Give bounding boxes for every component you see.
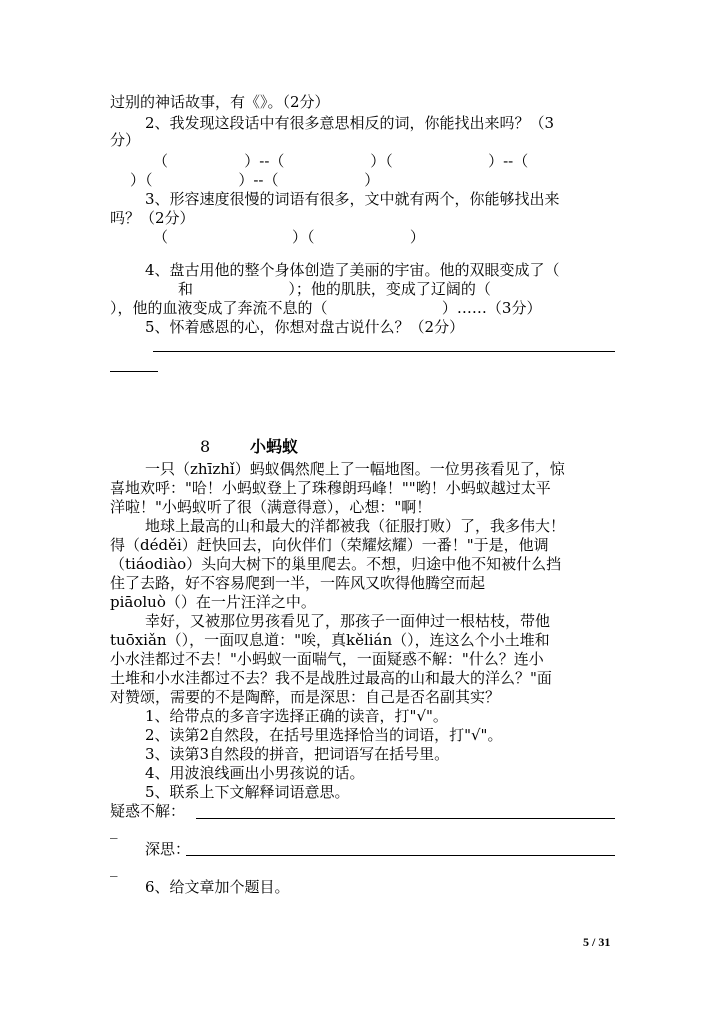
section-title-text: 小蚂蚁 <box>250 437 299 456</box>
paragraph-line: 一只（zhīzhǐ）蚂蚁偶然爬上了一幅地图。一位男孩看见了，惊 <box>145 460 565 478</box>
question-2-cont: 分） <box>110 131 141 149</box>
question-5: 5、怀着感恩的心，你想对盘古说什么？（2分） <box>145 318 465 336</box>
paragraph-line: 得（déděi）赶快回去，向伙伴们（荣耀炫耀）一番！"于是，他调 <box>110 536 549 554</box>
answer-blanks: ）（ ）--（ ） <box>130 171 380 189</box>
question-3-cont: 吗？（2分） <box>110 209 195 227</box>
question-3: 3、形容速度很慢的词语有很多，文中就有两个，你能够找出来 <box>145 190 560 208</box>
paragraph-line: 小水洼都过不去！"小蚂蚁一面喘气，一面疑惑不解："什么？连小 <box>110 650 544 668</box>
paragraph-line: 住了去路，好不容易爬到一半，一阵风又吹得他腾空而起 <box>110 574 486 592</box>
paragraph-line: tuōxiǎn（），一面叹息道："唉，真kělián（），连这么个小土堆和 <box>110 631 550 649</box>
exercise-2: 2、读第2自然段，在括号里选择恰当的词语，打"√"。 <box>145 726 503 744</box>
question-4-cont: 和 ）；他的肌肤，变成了辽阔的（ <box>178 280 491 298</box>
exercise-3: 3、读第3自然段的拼音，把词语写在括号里。 <box>145 745 450 763</box>
answer-line <box>153 351 615 352</box>
answer-line <box>110 371 158 372</box>
answer-blanks: （ ）（ ） <box>153 228 425 246</box>
paragraph-line: 喜地欢呼："哈！小蚂蚁登上了珠穆朗玛峰！""哟！小蚂蚁越过太平 <box>110 479 551 497</box>
question-2: 2、我发现这段话中有很多意思相反的词，你能找出来吗？（3 <box>145 114 555 132</box>
exercise-6: 6、给文章加个题目。 <box>145 878 290 896</box>
paragraph-line: 对赞颂，需要的不是陶醉，而是深思：自己是否名副其实？ <box>110 688 501 706</box>
paragraph-line: piāoluò（）在一片汪洋之中。 <box>110 593 316 611</box>
answer-dash: _ <box>110 821 118 839</box>
paragraph-line: 地球上最高的山和最大的洋都被我（征服打败）了，我多伟大！ <box>145 517 566 535</box>
term-label: 疑惑不解： <box>110 802 186 820</box>
exercise-4: 4、用波浪线画出小男孩说的话。 <box>145 764 365 782</box>
paragraph-line: 洋啦！"小蚂蚁听了很（满意得意），心想："啊！ <box>110 498 432 516</box>
section-title <box>200 437 298 457</box>
exercise-1: 1、给带点的多音字选择正确的读音，打"√"。 <box>145 707 448 725</box>
paragraph-line: （tiáodiào）头向大树下的巢里爬去。不想，归途中他不知被什么挡 <box>110 555 562 573</box>
answer-dash: _ <box>110 859 118 877</box>
answer-line: 过别的神话故事，有《》。（2分） <box>110 93 330 111</box>
answer-line <box>196 818 615 819</box>
question-4: 4、盘古用他的整个身体创造了美丽的宇宙。他的双眼变成了（ <box>145 261 560 279</box>
term-label: 深思： <box>145 840 191 858</box>
paragraph-line: 土堆和小水洼都过不去？我不是战胜过最高的山和最大的洋么？"面 <box>110 669 552 687</box>
answer-line <box>186 855 615 856</box>
page-number: 5 / 31 <box>583 935 611 949</box>
exercise-5: 5、联系上下文解释词语意思。 <box>145 783 350 801</box>
section-number: 8 <box>200 437 211 456</box>
question-4-cont: ），他的血液变成了奔流不息的（ ）……（3分） <box>110 299 542 317</box>
answer-blanks: （ ）--（ ）（ ）--（ <box>153 152 529 170</box>
paragraph-line: 幸好，又被那位男孩看见了，那孩子一面伸过一根枯枝，带他 <box>145 612 551 630</box>
